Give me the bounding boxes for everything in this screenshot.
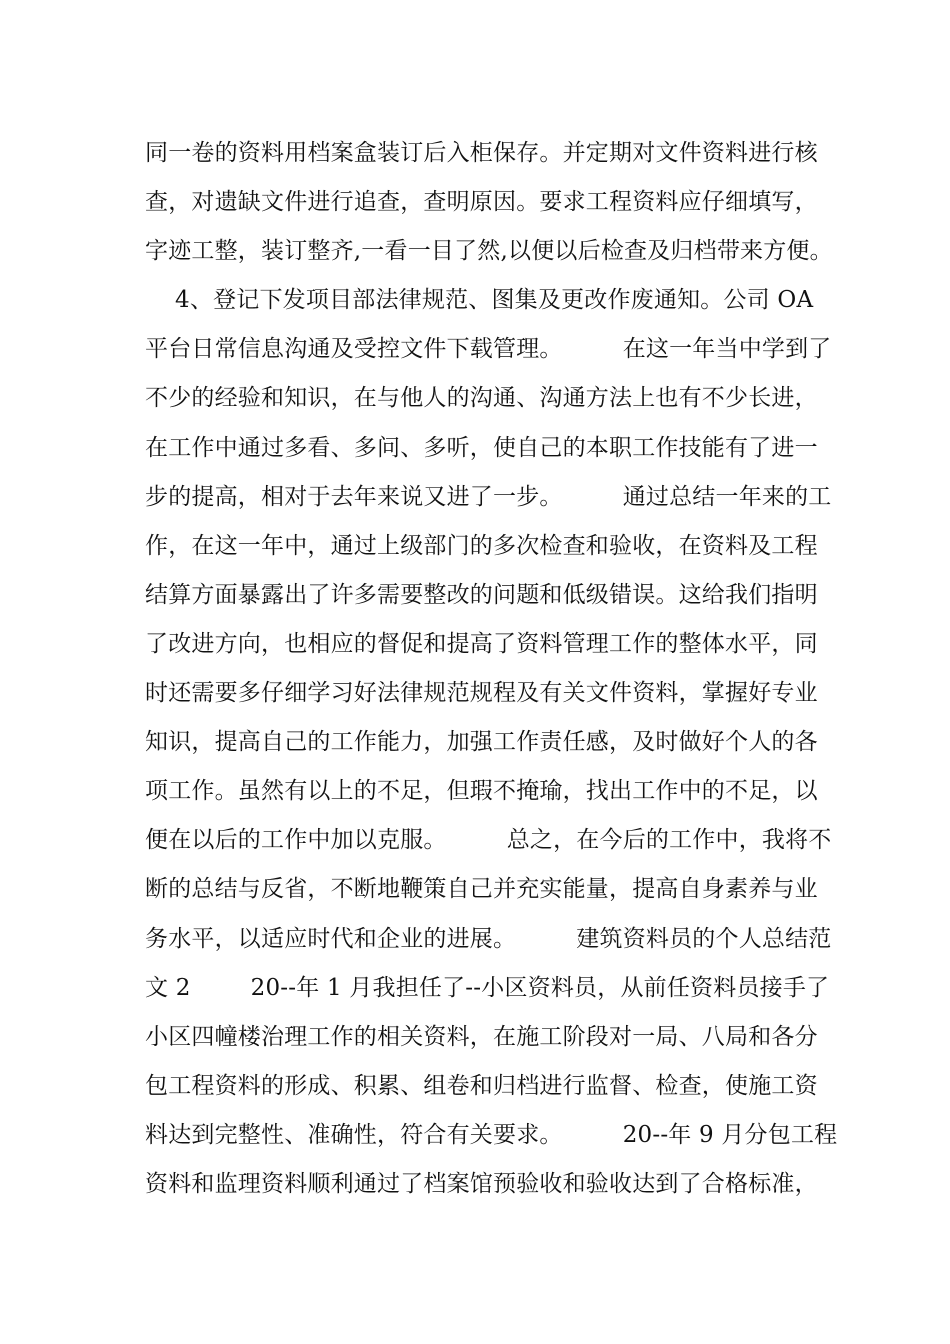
text-line-17: 务水平，以适应时代和企业的进展。 建筑资料员的个人总结范 — [145, 925, 832, 952]
text-line-1: 同一卷的资料用档案盒装订后入柜保存。并定期对文件资料进行核 — [145, 140, 818, 166]
text-line-8: 步的提高，相对于去年来说又进了一步。 通过总结一年来的工 — [145, 483, 832, 510]
text-line-5: 平台日常信息沟通及受控文件下载管理。 在这一年当中学到了 — [145, 336, 832, 363]
document-body — [145, 133, 838, 1213]
text-line-14: 项工作。虽然有以上的不足，但瑕不掩瑜，找出工作中的不足，以 — [145, 778, 818, 805]
text-line-12: 时还需要多仔细学习好法律规范规程及有关文件资料，掌握好专业 — [145, 680, 818, 707]
text-line-2: 查，对遗缺文件进行追查，查明原因。要求工程资料应仔细填写， — [145, 189, 818, 216]
text-line-18: 文 2 20--年 1 月我担任了--小区资料员，从前任资料员接手了 — [145, 974, 830, 1001]
text-line-20: 包工程资料的形成、积累、组卷和归档进行监督、检查，使施工资 — [145, 1072, 818, 1099]
text-line-15: 便在以后的工作中加以克服。 总之，在今后的工作中，我将不 — [145, 827, 832, 854]
text-line-9: 作，在这一年中，通过上级部门的多次检查和验收，在资料及工程 — [145, 532, 818, 559]
text-line-16: 断的总结与反省，不断地鞭策自己并充实能量，提高自身素养与业 — [145, 876, 818, 903]
text-line-21: 料达到完整性、准确性，符合有关要求。 20--年 9 月分包工程 — [145, 1121, 838, 1148]
text-line-6: 不少的经验和知识，在与他人的沟通、沟通方法上也有不少长进， — [145, 385, 818, 412]
text-line-22: 资料和监理资料顺利通过了档案馆预验收和验收达到了合格标准， — [145, 1170, 818, 1197]
text-line-4: 4、登记下发项目部法律规范、图集及更改作废通知。公司 OA — [145, 287, 814, 314]
text-line-13: 知识，提高自己的工作能力，加强工作责任感，及时做好个人的各 — [145, 729, 818, 756]
text-line-11: 了改进方向，也相应的督促和提高了资料管理工作的整体水平，同 — [145, 630, 818, 657]
text-line-19: 小区四幢楼治理工作的相关资料，在施工阶段对一局、八局和各分 — [145, 1023, 818, 1050]
text-line-10: 结算方面暴露出了许多需要整改的问题和低级错误。这给我们指明 — [145, 581, 818, 608]
text-line-3: 字迹工整，装订整齐,一看一目了然,以便以后检查及归档带来方便。 — [145, 238, 833, 265]
text-line-7: 在工作中通过多看、多问、多听，使自己的本职工作技能有了进一 — [145, 434, 818, 461]
